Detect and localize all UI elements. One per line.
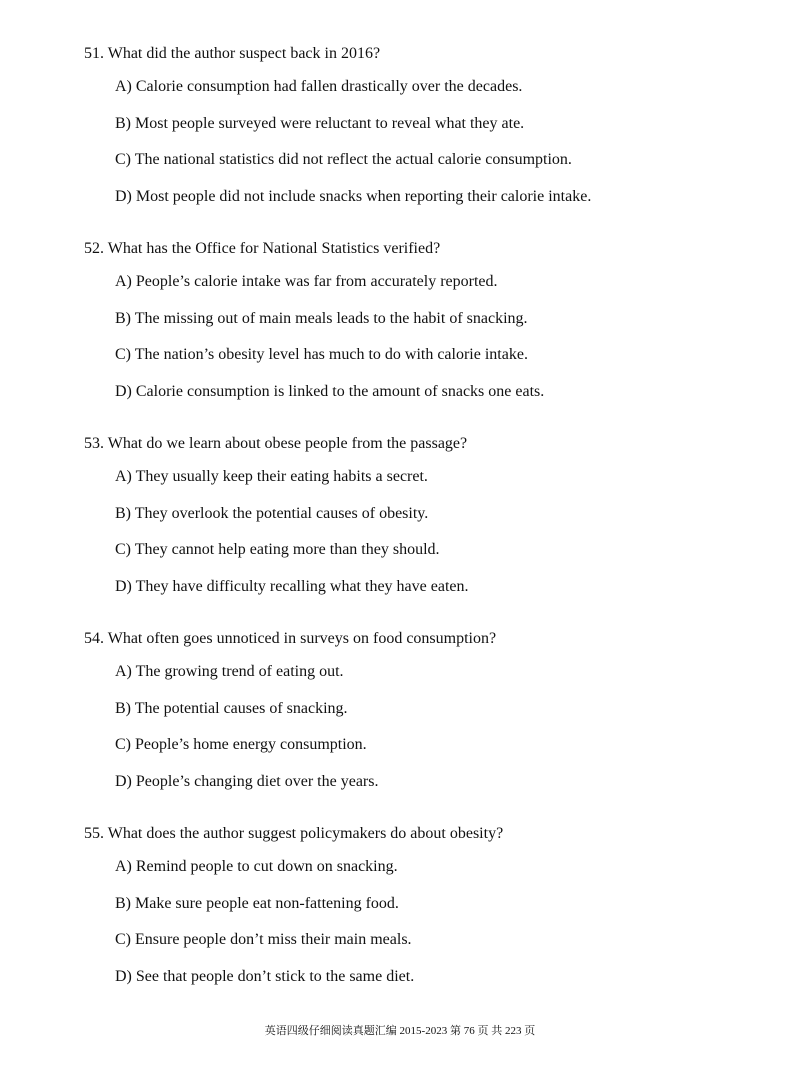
option-a: A) Remind people to cut down on snacking.	[115, 858, 398, 875]
option-c: C) People’s home energy consumption.	[115, 736, 367, 754]
option-b: B) The potential causes of snacking.	[115, 699, 348, 717]
question-stem: 53. What do we learn about obese people from the passage?	[84, 435, 468, 452]
option-d: D) They have difficulty recalling what they have eaten.	[115, 577, 469, 595]
option-d: D) Calorie consumption is linked to the amount of snacks one eats.	[115, 382, 545, 400]
option-d: D) See that people don’t stick to the same diet.	[115, 967, 415, 985]
question-stem: 51. What did the author suspect back in 2016?	[84, 45, 381, 62]
option-d: D) People’s changing diet over the years.	[115, 772, 379, 790]
page-footer: 英语四级仔细阅读真题汇编 2015-2023 第 76 页 共 223 页	[264, 1025, 536, 1037]
option-b: B) Most people surveyed were reluctant to reveal what they ate.	[115, 114, 525, 132]
option-a: A) They usually keep their eating habits a secret.	[115, 468, 428, 485]
option-b: B) The missing out of main meals leads to the habit of snacking.	[115, 309, 528, 327]
question-stem: 52. What has the Office for National Statistics verified?	[84, 240, 441, 257]
option-c: C) Ensure people don’t miss their main meals.	[115, 931, 412, 949]
question-55	[84, 824, 774, 987]
question-52	[84, 239, 774, 402]
question-54	[84, 629, 774, 792]
option-b: B) They overlook the potential causes of obesity.	[115, 504, 429, 522]
question-53	[84, 434, 774, 597]
option-c: C) The nation’s obesity level has much to do with calorie intake.	[115, 346, 528, 364]
option-b: B) Make sure people eat non-fattening food.	[115, 894, 399, 912]
option-d: D) Most people did not include snacks when reporting their calorie intake.	[115, 187, 592, 205]
option-a: A) The growing trend of eating out.	[115, 663, 344, 680]
question-stem: 54. What often goes unnoticed in surveys on food consumption?	[84, 630, 497, 647]
option-c: C) The national statistics did not reflect the actual calorie consumption.	[115, 151, 572, 169]
option-c: C) They cannot help eating more than they should.	[115, 541, 440, 559]
question-stem: 55. What does the author suggest policymakers do about obesity?	[84, 825, 504, 842]
question-51	[84, 44, 774, 207]
option-a: A) People’s calorie intake was far from accurately reported.	[115, 273, 498, 290]
option-a: A) Calorie consumption had fallen drastically over the decades.	[115, 78, 523, 95]
